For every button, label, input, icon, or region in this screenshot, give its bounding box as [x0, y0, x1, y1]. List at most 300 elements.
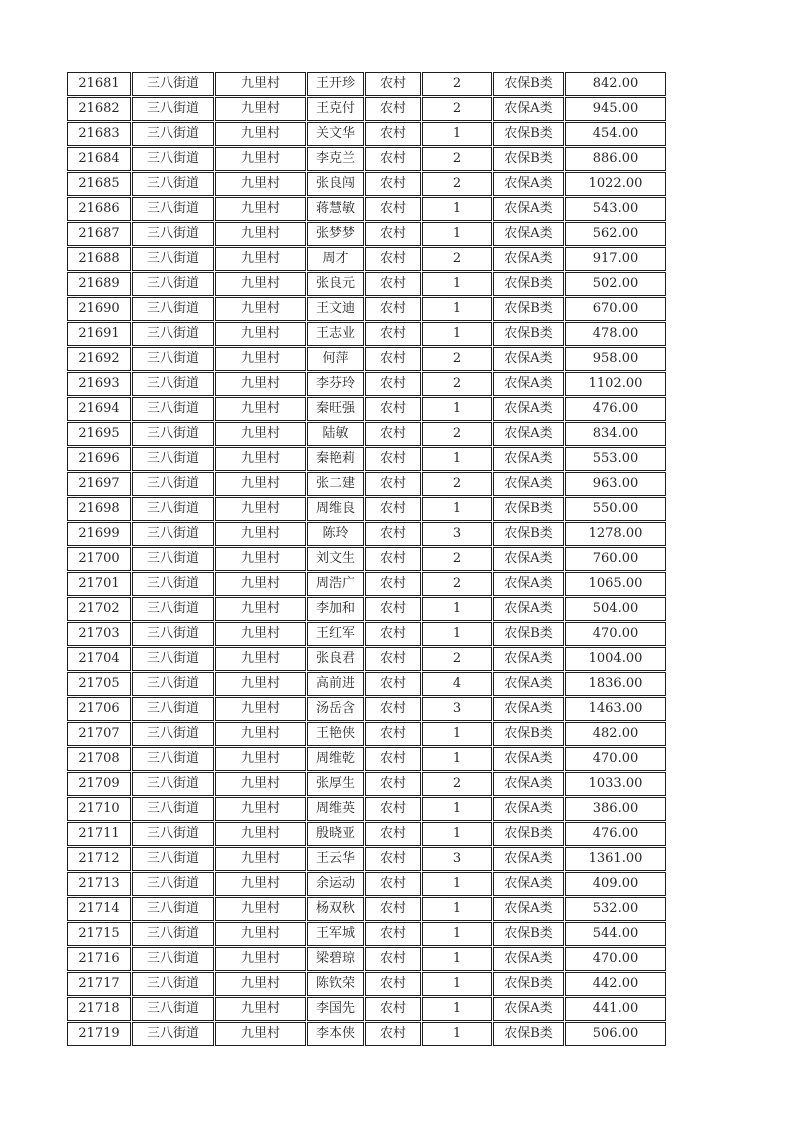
insurance-class-cell: 农保A类 — [493, 697, 564, 721]
insurance-class-cell: 农保A类 — [493, 872, 564, 896]
insurance-class-cell: 农保B类 — [493, 72, 564, 96]
person-count-cell: 2 — [422, 472, 492, 496]
amount-cell: 1278.00 — [565, 522, 666, 546]
residence-type-cell: 农村 — [365, 922, 421, 946]
person-count-cell: 2 — [422, 547, 492, 571]
person-count-cell: 1 — [422, 397, 492, 421]
amount-cell: 1102.00 — [565, 372, 666, 396]
table-row — [67, 947, 666, 971]
street-cell: 三八街道 — [132, 797, 214, 821]
person-name-cell: 王军城 — [307, 922, 364, 946]
person-count-cell: 1 — [422, 1022, 492, 1046]
insurance-class-cell: 农保A类 — [493, 97, 564, 121]
village-cell: 九里村 — [215, 772, 306, 796]
village-cell: 九里村 — [215, 447, 306, 471]
person-count-cell: 1 — [422, 197, 492, 221]
residence-type-cell: 农村 — [365, 422, 421, 446]
person-count-cell: 1 — [422, 597, 492, 621]
residence-type-cell: 农村 — [365, 697, 421, 721]
amount-cell: 834.00 — [565, 422, 666, 446]
table-row — [67, 622, 666, 646]
amount-cell: 441.00 — [565, 997, 666, 1021]
table-row — [67, 322, 666, 346]
insurance-class-cell: 农保B类 — [493, 722, 564, 746]
person-name-cell: 王艳侠 — [307, 722, 364, 746]
residence-type-cell: 农村 — [365, 222, 421, 246]
street-cell: 三八街道 — [132, 747, 214, 771]
insurance-class-cell: 农保B类 — [493, 272, 564, 296]
person-name-cell: 汤岳含 — [307, 697, 364, 721]
insurance-class-cell: 农保A类 — [493, 472, 564, 496]
street-cell: 三八街道 — [132, 947, 214, 971]
amount-cell: 958.00 — [565, 347, 666, 371]
person-count-cell: 1 — [422, 822, 492, 846]
amount-cell: 504.00 — [565, 597, 666, 621]
village-cell: 九里村 — [215, 947, 306, 971]
person-count-cell: 1 — [422, 322, 492, 346]
residence-type-cell: 农村 — [365, 947, 421, 971]
residence-type-cell: 农村 — [365, 447, 421, 471]
record-id-cell: 21710 — [67, 797, 131, 821]
amount-cell: 550.00 — [565, 497, 666, 521]
street-cell: 三八街道 — [132, 597, 214, 621]
village-cell: 九里村 — [215, 472, 306, 496]
table-row — [67, 472, 666, 496]
residence-type-cell: 农村 — [365, 822, 421, 846]
person-count-cell: 1 — [422, 622, 492, 646]
record-id-cell: 21682 — [67, 97, 131, 121]
person-count-cell: 1 — [422, 497, 492, 521]
insurance-class-cell: 农保A类 — [493, 422, 564, 446]
insurance-class-cell: 农保A类 — [493, 247, 564, 271]
village-cell: 九里村 — [215, 597, 306, 621]
street-cell: 三八街道 — [132, 447, 214, 471]
street-cell: 三八街道 — [132, 722, 214, 746]
insurance-class-cell: 农保A类 — [493, 597, 564, 621]
insurance-class-cell: 农保A类 — [493, 547, 564, 571]
street-cell: 三八街道 — [132, 297, 214, 321]
person-count-cell: 2 — [422, 772, 492, 796]
person-count-cell: 2 — [422, 422, 492, 446]
table-row — [67, 522, 666, 546]
person-count-cell: 1 — [422, 222, 492, 246]
residence-type-cell: 农村 — [365, 347, 421, 371]
person-count-cell: 1 — [422, 922, 492, 946]
village-cell: 九里村 — [215, 997, 306, 1021]
residence-type-cell: 农村 — [365, 797, 421, 821]
person-name-cell: 梁碧琼 — [307, 947, 364, 971]
amount-cell: 454.00 — [565, 122, 666, 146]
record-id-cell: 21690 — [67, 297, 131, 321]
amount-cell: 1836.00 — [565, 672, 666, 696]
amount-cell: 1004.00 — [565, 647, 666, 671]
person-name-cell: 殷晓亚 — [307, 822, 364, 846]
village-cell: 九里村 — [215, 847, 306, 871]
residence-type-cell: 农村 — [365, 547, 421, 571]
record-id-cell: 21693 — [67, 372, 131, 396]
residence-type-cell: 农村 — [365, 522, 421, 546]
table-row — [67, 822, 666, 846]
insurance-class-cell: 农保A类 — [493, 947, 564, 971]
table-row — [67, 547, 666, 571]
village-cell: 九里村 — [215, 422, 306, 446]
person-name-cell: 张良闯 — [307, 172, 364, 196]
residence-type-cell: 农村 — [365, 672, 421, 696]
record-id-cell: 21685 — [67, 172, 131, 196]
table-row — [67, 97, 666, 121]
insurance-class-cell: 农保B类 — [493, 972, 564, 996]
table-row — [67, 872, 666, 896]
street-cell: 三八街道 — [132, 997, 214, 1021]
street-cell: 三八街道 — [132, 197, 214, 221]
street-cell: 三八街道 — [132, 522, 214, 546]
person-count-cell: 4 — [422, 672, 492, 696]
person-count-cell: 2 — [422, 147, 492, 171]
person-count-cell: 2 — [422, 572, 492, 596]
table-row — [67, 497, 666, 521]
amount-cell: 476.00 — [565, 822, 666, 846]
amount-cell: 1463.00 — [565, 697, 666, 721]
residence-type-cell: 农村 — [365, 247, 421, 271]
village-cell: 九里村 — [215, 572, 306, 596]
amount-cell: 532.00 — [565, 897, 666, 921]
person-name-cell: 王文迪 — [307, 297, 364, 321]
insurance-class-cell: 农保A类 — [493, 572, 564, 596]
village-cell: 九里村 — [215, 122, 306, 146]
insurance-class-cell: 农保A类 — [493, 672, 564, 696]
residence-type-cell: 农村 — [365, 97, 421, 121]
table-row — [67, 697, 666, 721]
record-id-cell: 21718 — [67, 997, 131, 1021]
street-cell: 三八街道 — [132, 572, 214, 596]
amount-cell: 1065.00 — [565, 572, 666, 596]
person-count-cell: 2 — [422, 372, 492, 396]
street-cell: 三八街道 — [132, 472, 214, 496]
amount-cell: 470.00 — [565, 947, 666, 971]
record-id-cell: 21691 — [67, 322, 131, 346]
person-name-cell: 高前进 — [307, 672, 364, 696]
record-id-cell: 21708 — [67, 747, 131, 771]
record-id-cell: 21696 — [67, 447, 131, 471]
records-table — [66, 71, 667, 1047]
record-id-cell: 21702 — [67, 597, 131, 621]
village-cell: 九里村 — [215, 747, 306, 771]
person-name-cell: 张良君 — [307, 647, 364, 671]
table-row — [67, 597, 666, 621]
street-cell: 三八街道 — [132, 772, 214, 796]
table-row — [67, 772, 666, 796]
street-cell: 三八街道 — [132, 822, 214, 846]
record-id-cell: 21713 — [67, 872, 131, 896]
residence-type-cell: 农村 — [365, 72, 421, 96]
residence-type-cell: 农村 — [365, 122, 421, 146]
residence-type-cell: 农村 — [365, 397, 421, 421]
table-row — [67, 347, 666, 371]
person-count-cell: 1 — [422, 947, 492, 971]
amount-cell: 670.00 — [565, 297, 666, 321]
amount-cell: 963.00 — [565, 472, 666, 496]
amount-cell: 386.00 — [565, 797, 666, 821]
person-name-cell: 李克兰 — [307, 147, 364, 171]
person-name-cell: 张二建 — [307, 472, 364, 496]
street-cell: 三八街道 — [132, 122, 214, 146]
residence-type-cell: 农村 — [365, 747, 421, 771]
person-count-cell: 1 — [422, 897, 492, 921]
residence-type-cell: 农村 — [365, 647, 421, 671]
insurance-class-cell: 农保A类 — [493, 197, 564, 221]
residence-type-cell: 农村 — [365, 572, 421, 596]
table-row — [67, 447, 666, 471]
record-id-cell: 21714 — [67, 897, 131, 921]
table-row — [67, 747, 666, 771]
record-id-cell: 21703 — [67, 622, 131, 646]
residence-type-cell: 农村 — [365, 372, 421, 396]
record-id-cell: 21697 — [67, 472, 131, 496]
record-id-cell: 21705 — [67, 672, 131, 696]
village-cell: 九里村 — [215, 1022, 306, 1046]
record-id-cell: 21688 — [67, 247, 131, 271]
person-name-cell: 周浩广 — [307, 572, 364, 596]
person-name-cell: 张梦梦 — [307, 222, 364, 246]
amount-cell: 562.00 — [565, 222, 666, 246]
amount-cell: 1361.00 — [565, 847, 666, 871]
street-cell: 三八街道 — [132, 547, 214, 571]
street-cell: 三八街道 — [132, 622, 214, 646]
amount-cell: 917.00 — [565, 247, 666, 271]
table-row — [67, 172, 666, 196]
insurance-class-cell: 农保A类 — [493, 397, 564, 421]
table-row — [67, 922, 666, 946]
person-count-cell: 1 — [422, 972, 492, 996]
person-count-cell: 2 — [422, 247, 492, 271]
table-row — [67, 147, 666, 171]
person-name-cell: 周维良 — [307, 497, 364, 521]
table-row — [67, 397, 666, 421]
street-cell: 三八街道 — [132, 1022, 214, 1046]
person-name-cell: 陈钦荣 — [307, 972, 364, 996]
insurance-class-cell: 农保A类 — [493, 897, 564, 921]
street-cell: 三八街道 — [132, 847, 214, 871]
street-cell: 三八街道 — [132, 872, 214, 896]
person-count-cell: 2 — [422, 172, 492, 196]
insurance-class-cell: 农保B类 — [493, 497, 564, 521]
street-cell: 三八街道 — [132, 672, 214, 696]
residence-type-cell: 农村 — [365, 972, 421, 996]
amount-cell: 945.00 — [565, 97, 666, 121]
person-name-cell: 周才 — [307, 247, 364, 271]
amount-cell: 553.00 — [565, 447, 666, 471]
record-id-cell: 21698 — [67, 497, 131, 521]
amount-cell: 760.00 — [565, 547, 666, 571]
table-row — [67, 672, 666, 696]
record-id-cell: 21700 — [67, 547, 131, 571]
records-table-body — [67, 72, 666, 1046]
table-row — [67, 222, 666, 246]
insurance-class-cell: 农保A类 — [493, 172, 564, 196]
person-name-cell: 周维乾 — [307, 747, 364, 771]
amount-cell: 470.00 — [565, 622, 666, 646]
insurance-class-cell: 农保A类 — [493, 747, 564, 771]
village-cell: 九里村 — [215, 822, 306, 846]
record-id-cell: 21686 — [67, 197, 131, 221]
village-cell: 九里村 — [215, 922, 306, 946]
village-cell: 九里村 — [215, 522, 306, 546]
street-cell: 三八街道 — [132, 647, 214, 671]
village-cell: 九里村 — [215, 197, 306, 221]
street-cell: 三八街道 — [132, 497, 214, 521]
person-count-cell: 1 — [422, 122, 492, 146]
residence-type-cell: 农村 — [365, 997, 421, 1021]
village-cell: 九里村 — [215, 347, 306, 371]
person-name-cell: 李本侠 — [307, 1022, 364, 1046]
amount-cell: 543.00 — [565, 197, 666, 221]
village-cell: 九里村 — [215, 972, 306, 996]
table-row — [67, 247, 666, 271]
person-count-cell: 1 — [422, 447, 492, 471]
insurance-class-cell: 农保B类 — [493, 122, 564, 146]
street-cell: 三八街道 — [132, 972, 214, 996]
person-count-cell: 1 — [422, 797, 492, 821]
street-cell: 三八街道 — [132, 372, 214, 396]
residence-type-cell: 农村 — [365, 472, 421, 496]
person-name-cell: 杨双秋 — [307, 897, 364, 921]
record-id-cell: 21712 — [67, 847, 131, 871]
person-name-cell: 王云华 — [307, 847, 364, 871]
village-cell: 九里村 — [215, 72, 306, 96]
record-id-cell: 21715 — [67, 922, 131, 946]
amount-cell: 506.00 — [565, 1022, 666, 1046]
residence-type-cell: 农村 — [365, 772, 421, 796]
street-cell: 三八街道 — [132, 397, 214, 421]
insurance-class-cell: 农保B类 — [493, 922, 564, 946]
street-cell: 三八街道 — [132, 322, 214, 346]
record-id-cell: 21711 — [67, 822, 131, 846]
residence-type-cell: 农村 — [365, 872, 421, 896]
record-id-cell: 21694 — [67, 397, 131, 421]
village-cell: 九里村 — [215, 897, 306, 921]
person-name-cell: 李加和 — [307, 597, 364, 621]
person-count-cell: 1 — [422, 747, 492, 771]
street-cell: 三八街道 — [132, 897, 214, 921]
person-count-cell: 2 — [422, 647, 492, 671]
village-cell: 九里村 — [215, 622, 306, 646]
residence-type-cell: 农村 — [365, 322, 421, 346]
insurance-class-cell: 农保B类 — [493, 522, 564, 546]
village-cell: 九里村 — [215, 172, 306, 196]
record-id-cell: 21683 — [67, 122, 131, 146]
insurance-class-cell: 农保A类 — [493, 772, 564, 796]
street-cell: 三八街道 — [132, 347, 214, 371]
village-cell: 九里村 — [215, 697, 306, 721]
person-name-cell: 张良元 — [307, 272, 364, 296]
person-count-cell: 3 — [422, 847, 492, 871]
village-cell: 九里村 — [215, 97, 306, 121]
village-cell: 九里村 — [215, 872, 306, 896]
person-count-cell: 2 — [422, 72, 492, 96]
person-name-cell: 陆敏 — [307, 422, 364, 446]
table-row — [67, 997, 666, 1021]
table-row — [67, 897, 666, 921]
residence-type-cell: 农村 — [365, 147, 421, 171]
person-count-cell: 3 — [422, 522, 492, 546]
village-cell: 九里村 — [215, 497, 306, 521]
insurance-class-cell: 农保A类 — [493, 847, 564, 871]
street-cell: 三八街道 — [132, 697, 214, 721]
table-row — [67, 197, 666, 221]
village-cell: 九里村 — [215, 797, 306, 821]
insurance-class-cell: 农保A类 — [493, 222, 564, 246]
table-row — [67, 297, 666, 321]
street-cell: 三八街道 — [132, 422, 214, 446]
person-name-cell: 王红军 — [307, 622, 364, 646]
residence-type-cell: 农村 — [365, 622, 421, 646]
village-cell: 九里村 — [215, 222, 306, 246]
record-id-cell: 21709 — [67, 772, 131, 796]
record-id-cell: 21681 — [67, 72, 131, 96]
person-count-cell: 1 — [422, 997, 492, 1021]
insurance-class-cell: 农保A类 — [493, 647, 564, 671]
person-name-cell: 蒋慧敏 — [307, 197, 364, 221]
person-name-cell: 王开珍 — [307, 72, 364, 96]
person-count-cell: 2 — [422, 347, 492, 371]
residence-type-cell: 农村 — [365, 497, 421, 521]
record-id-cell: 21706 — [67, 697, 131, 721]
table-row — [67, 722, 666, 746]
insurance-class-cell: 农保B类 — [493, 297, 564, 321]
amount-cell: 409.00 — [565, 872, 666, 896]
table-row — [67, 572, 666, 596]
record-id-cell: 21704 — [67, 647, 131, 671]
table-row — [67, 422, 666, 446]
person-name-cell: 王克付 — [307, 97, 364, 121]
insurance-class-cell: 农保A类 — [493, 797, 564, 821]
residence-type-cell: 农村 — [365, 722, 421, 746]
village-cell: 九里村 — [215, 672, 306, 696]
amount-cell: 482.00 — [565, 722, 666, 746]
village-cell: 九里村 — [215, 547, 306, 571]
residence-type-cell: 农村 — [365, 1022, 421, 1046]
record-id-cell: 21695 — [67, 422, 131, 446]
street-cell: 三八街道 — [132, 172, 214, 196]
street-cell: 三八街道 — [132, 247, 214, 271]
village-cell: 九里村 — [215, 297, 306, 321]
person-name-cell: 王志业 — [307, 322, 364, 346]
residence-type-cell: 农村 — [365, 847, 421, 871]
person-name-cell: 余运动 — [307, 872, 364, 896]
record-id-cell: 21707 — [67, 722, 131, 746]
village-cell: 九里村 — [215, 722, 306, 746]
record-id-cell: 21689 — [67, 272, 131, 296]
street-cell: 三八街道 — [132, 147, 214, 171]
street-cell: 三八街道 — [132, 222, 214, 246]
amount-cell: 1022.00 — [565, 172, 666, 196]
amount-cell: 544.00 — [565, 922, 666, 946]
record-id-cell: 21719 — [67, 1022, 131, 1046]
amount-cell: 470.00 — [565, 747, 666, 771]
amount-cell: 442.00 — [565, 972, 666, 996]
record-id-cell: 21701 — [67, 572, 131, 596]
record-id-cell: 21692 — [67, 347, 131, 371]
record-id-cell: 21684 — [67, 147, 131, 171]
amount-cell: 478.00 — [565, 322, 666, 346]
record-id-cell: 21716 — [67, 947, 131, 971]
residence-type-cell: 农村 — [365, 172, 421, 196]
table-row — [67, 72, 666, 96]
street-cell: 三八街道 — [132, 72, 214, 96]
person-count-cell: 1 — [422, 297, 492, 321]
person-count-cell: 1 — [422, 272, 492, 296]
village-cell: 九里村 — [215, 647, 306, 671]
